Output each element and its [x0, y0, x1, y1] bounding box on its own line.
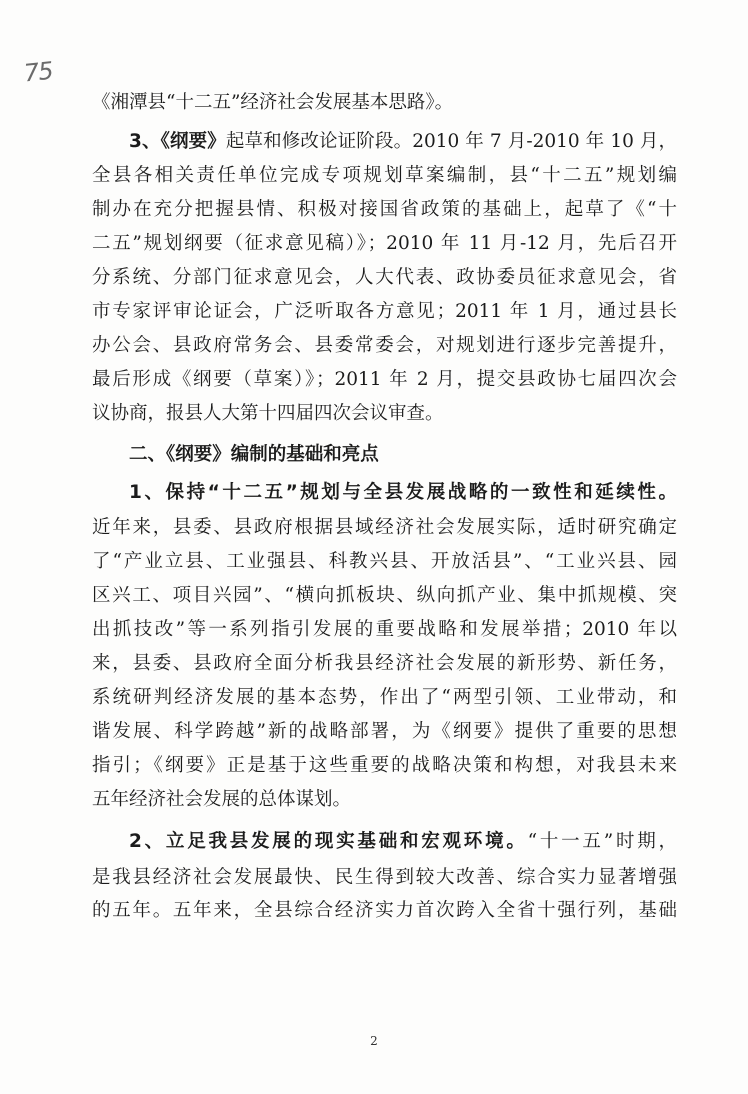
- text-line: [129, 127, 677, 157]
- text-line: [92, 717, 677, 747]
- text-line: [92, 547, 677, 577]
- line-text: 谐发展、科学跨越”新的战略部署，为《纲要》提供了重要的思想: [92, 721, 677, 742]
- text-line: [92, 649, 677, 679]
- text-line: [92, 581, 677, 611]
- bold-heading-text: 1、保持“十二五”规划与全县发展战略的一致性和延续性。: [129, 482, 677, 503]
- text-line: [92, 513, 677, 543]
- text-line: [92, 229, 677, 259]
- text-line: [92, 896, 677, 926]
- line-text: 制办在充分把握县情、积极对接国省政策的基础上，起草了《“十: [92, 199, 677, 220]
- line-text: 二五”规划纲要（征求意见稿）》；2010 年 11 月-12 月，先后召开: [92, 233, 677, 254]
- line-text: 分系统、分部门征求意见会，人大代表、政协委员征求意见会，省: [92, 267, 677, 288]
- line-text: 来，县委、县政府全面分析我县经济社会发展的新形势、新任务，: [92, 653, 677, 674]
- text-line: [92, 683, 677, 713]
- text-line: [92, 88, 453, 118]
- text-line: [92, 297, 677, 327]
- line-text: 出抓技改”等一系列指引发展的重要战略和发展举措；2010 年以: [92, 619, 677, 640]
- page-number: 2: [370, 1034, 378, 1048]
- line-text: 区兴工、项目兴园”、“横向抓板块、纵向抓产业、集中抓规模、突: [92, 585, 677, 606]
- line-text: 是我县经济社会发展最快、民生得到较大改善、综合实力显著增强: [92, 867, 677, 888]
- text-line: [129, 440, 379, 470]
- line-text: 办公会、县政府常务会、县委常委会，对规划进行逐步完善提升，: [92, 335, 677, 356]
- line-text: 指引；《纲要》正是基于这些重要的战略决策和构想，对我县未来: [92, 755, 677, 776]
- line-text: 全县各相关责任单位完成专项规划草案编制，县“十二五”规划编: [92, 165, 677, 186]
- bold-heading-text: 二、《纲要》编制的基础和亮点: [129, 444, 379, 465]
- text-line: [92, 863, 677, 893]
- line-text: 系统研判经济发展的基本态势，作出了“两型引领、工业带动，和: [92, 687, 677, 708]
- text-line: [92, 161, 677, 191]
- line-text: 的五年。五年来，全县综合经济实力首次跨入全省十强行列，基础: [92, 900, 677, 921]
- handwritten-page-mark: 75: [22, 56, 54, 88]
- text-line: [92, 263, 677, 293]
- line-text: 市专家评审论证会，广泛听取各方意见；2011 年 1 月，通过县长: [92, 301, 677, 322]
- text-line: [92, 785, 351, 815]
- text-line: [92, 365, 677, 395]
- line-text: 五年经济社会发展的总体谋划。: [92, 789, 352, 810]
- line-text: 了“产业立县、工业强县、科教兴县、开放活县”、“工业兴县、园: [92, 551, 677, 572]
- line-text: 《湘潭县“十二五”经济社会发展基本思路》。: [92, 92, 454, 113]
- line-text: 议协商，报县人大第十四届四次会议审查。: [92, 403, 444, 424]
- text-line: [129, 478, 677, 508]
- text-line: [92, 399, 444, 429]
- line-text: “十一五”时期，: [527, 831, 677, 852]
- text-line: [92, 331, 677, 361]
- text-line: [92, 615, 677, 645]
- line-text: 起草和修改论证阶段。2010 年 7 月-2010 年 10 月，: [225, 131, 677, 152]
- text-line: [92, 195, 677, 225]
- line-text: 近年来，县委、县政府根据县域经济社会发展实际，适时研究确定: [92, 517, 677, 538]
- line-text: 最后形成《纲要（草案）》；2011 年 2 月，提交县政协七届四次会: [92, 369, 677, 390]
- bold-heading-text: 2、立足我县发展的现实基础和宏观环境。: [129, 831, 528, 852]
- text-line: [129, 827, 677, 857]
- text-line: [92, 751, 677, 781]
- bold-heading-text: 3、《纲要》: [129, 131, 226, 152]
